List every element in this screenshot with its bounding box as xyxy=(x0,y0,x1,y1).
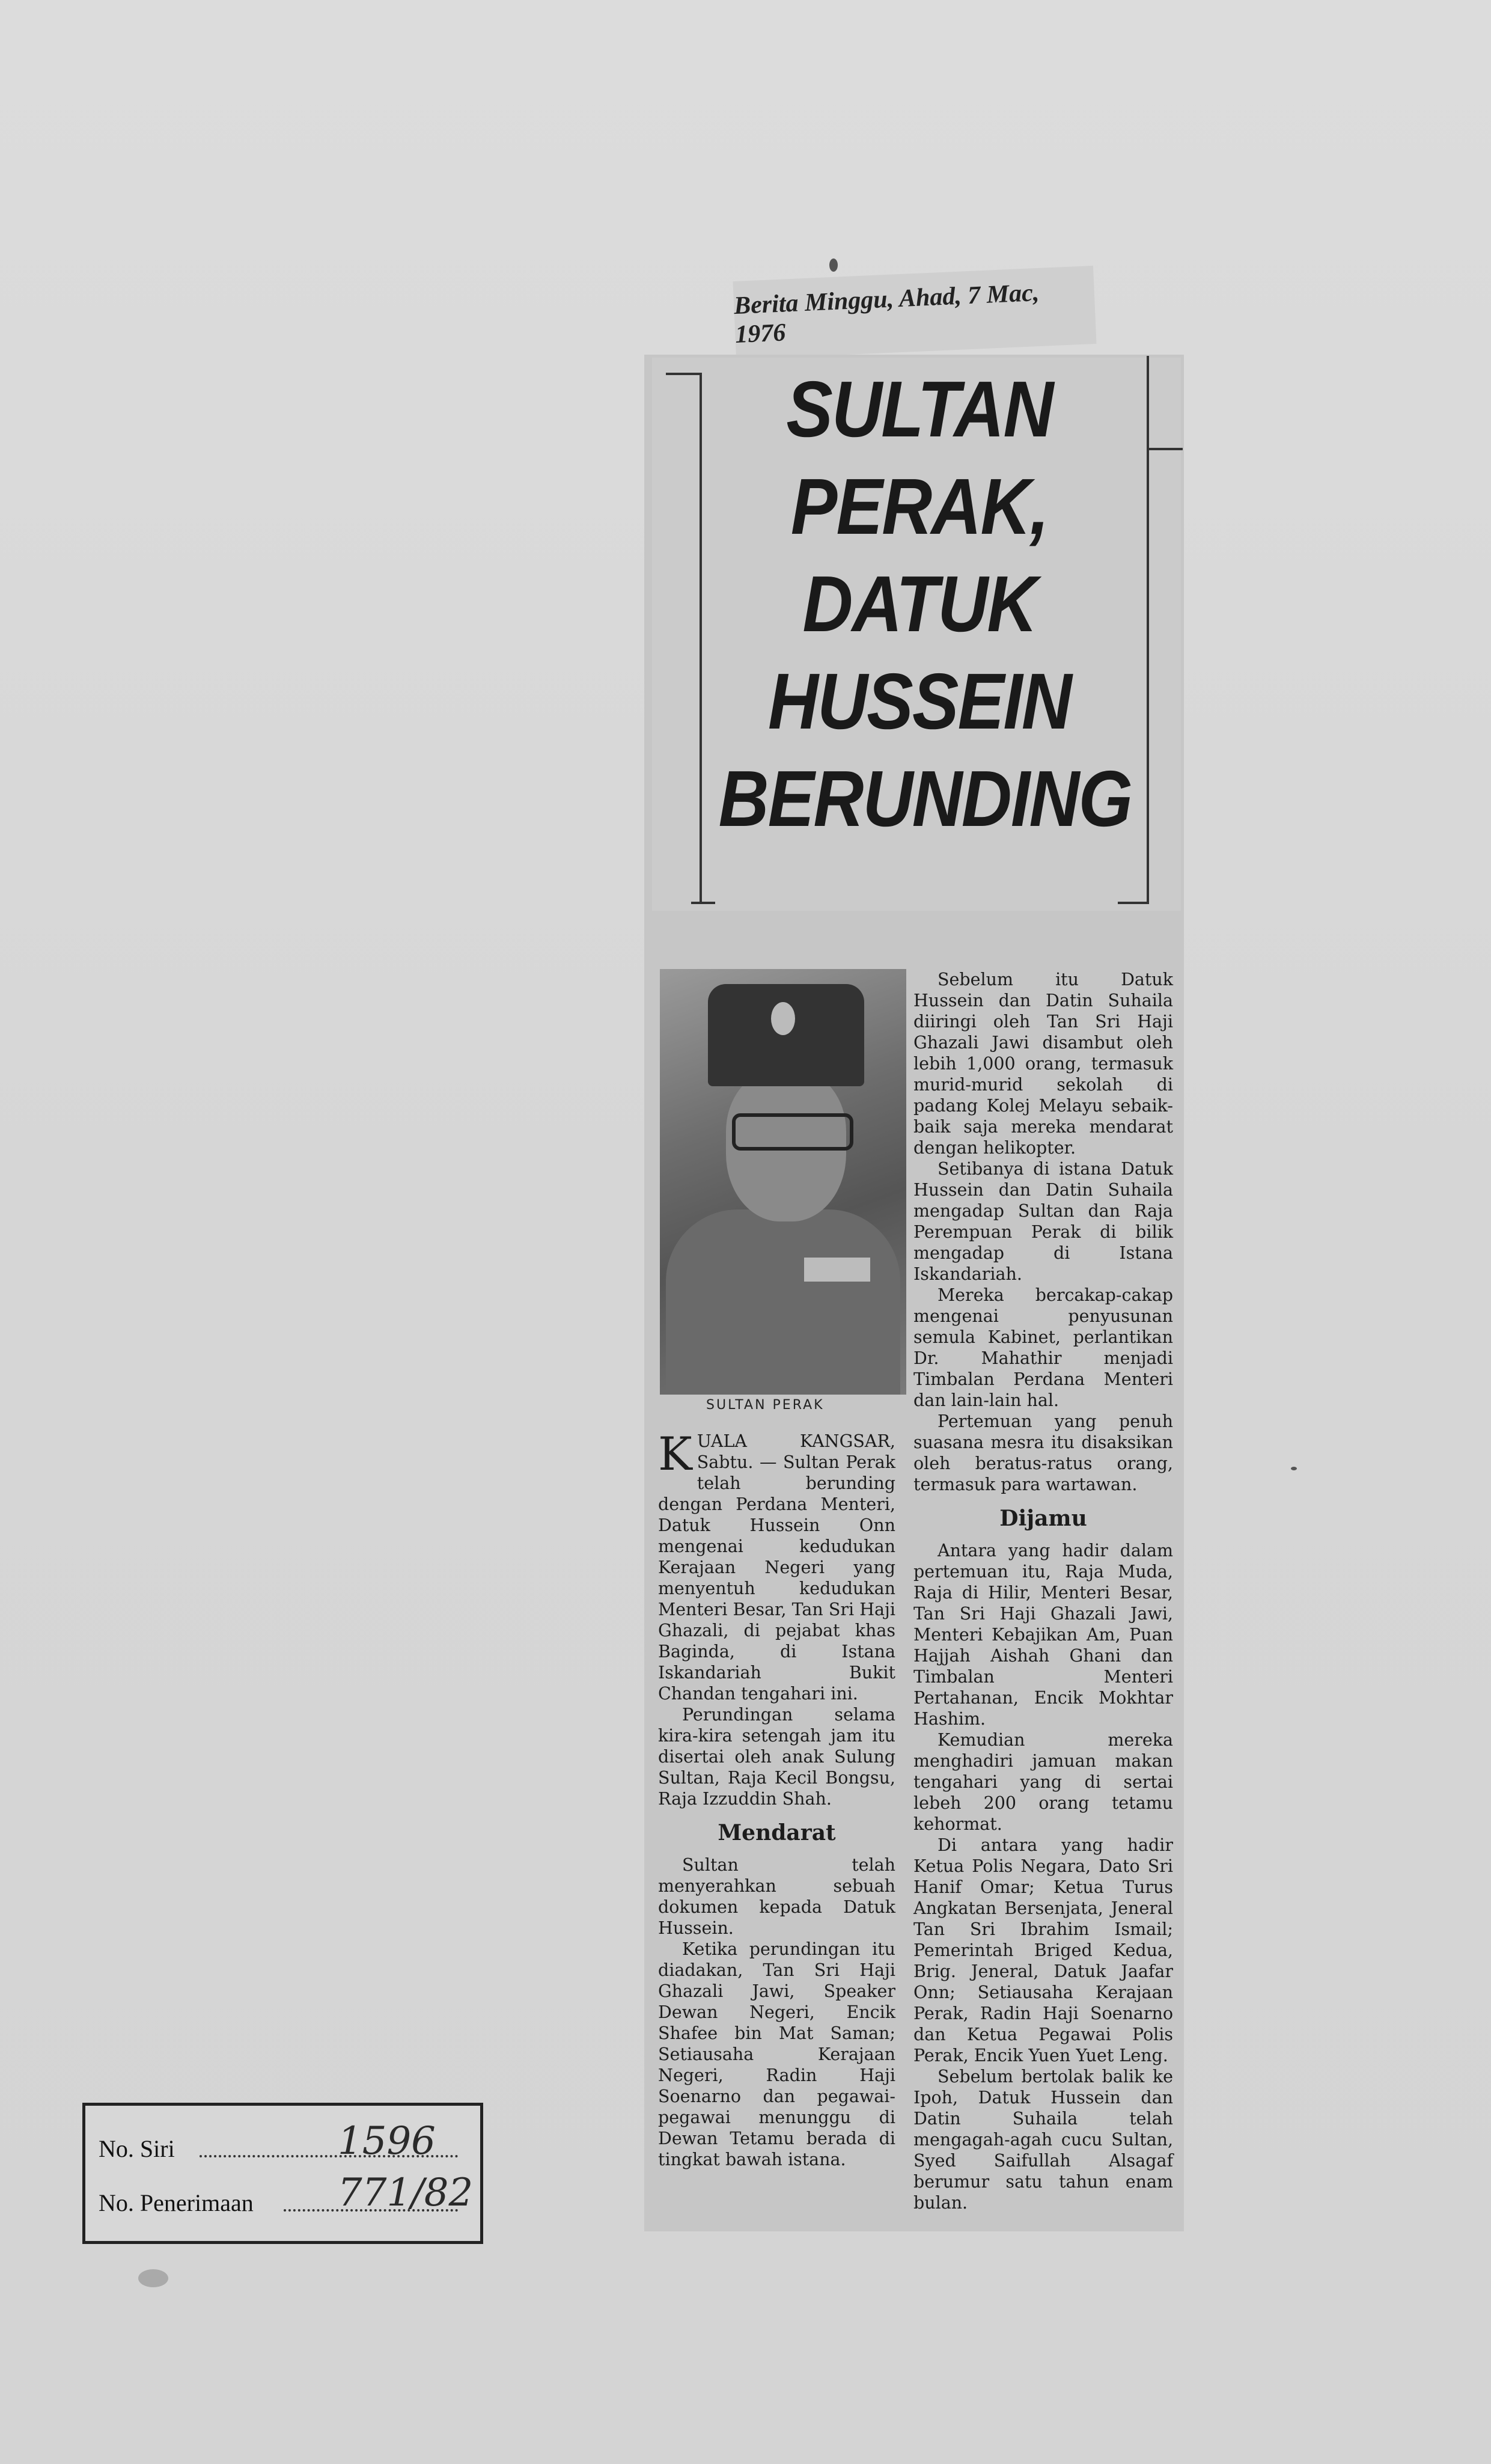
paragraph: Setibanya di istana Datuk Hussein dan Datin Suhaila mengadap Sultan dan Raja Perempuan Perak di bilik mengadap di Istana Iskandariah. xyxy=(913,1159,1173,1284)
paragraph: Ketika perundingan itu diadakan, Tan Sri Haji Ghazali Jawi, Speaker Dewan Negeri, Encik Shafee bin Mat Saman; Setiausaha Kerajaan Negeri, Radin Haji Soenarno dan pegawai-pegawai menunggu di Dewan Tetamu berada di tingkat bawah istana. xyxy=(658,1939,895,2169)
headline-line: BERUNDING xyxy=(718,754,1132,843)
paragraph: Mereka bercakap-cakap mengenai penyusunan semula Kabinet, perlantikan Dr. Mahathir menjadi Timbalan Perdana Menteri dan lain-lain hal. xyxy=(913,1285,1173,1410)
paragraph: Antara yang hadir dalam pertemuan itu, Raja Muda, Raja di Hilir, Menteri Besar, Tan Sri Haji Ghazali Jawi, Menteri Kebajikan Am, Puan Hajjah Aishah Ghani dan Timbalan Menteri Pertahanan, Encik Mokhtar Hashim. xyxy=(913,1541,1173,1729)
left-article-column xyxy=(658,1427,895,2170)
headline-line: SULTAN xyxy=(786,365,1053,453)
paragraph: Kemudian mereka menghadiri jamuan makan tengahari yang di sertai lebeh 200 orang tetamu kehormat. xyxy=(913,1730,1173,1834)
stamp-label-siri: No. Siri xyxy=(99,2135,175,2162)
paragraph: Pertemuan yang penuh suasana mesra itu disaksikan oleh beratus-ratus orang, termasuk para wartawan. xyxy=(913,1411,1173,1494)
headline xyxy=(691,361,1148,848)
dateline-strip xyxy=(733,266,1096,359)
drop-cap: K xyxy=(658,1427,692,1481)
archive-stamp xyxy=(82,2103,483,2244)
sultan-portrait-photo xyxy=(660,969,906,1395)
glasses-shape xyxy=(732,1113,853,1151)
stamp-label-penerimaan: No. Penerimaan xyxy=(99,2189,254,2216)
cap-badge-icon xyxy=(771,1002,795,1035)
subheading: Mendarat xyxy=(718,1820,836,1845)
headline-rule xyxy=(1118,902,1149,904)
right-article-column xyxy=(913,969,1173,2213)
stamp-value-penerimaan: 771/82 xyxy=(338,2171,474,2215)
military-cap xyxy=(708,984,864,1086)
medal-ribbons xyxy=(804,1258,870,1282)
paper-speck xyxy=(1291,1467,1297,1470)
paragraph: Di antara yang hadir Ketua Polis Negara, Dato Sri Hanif Omar; Ketua Turus Angkatan Bersenjata, Jeneral Tan Sri Ibrahim Ismail; Pemerintah Briged Kedua, Brig. Jeneral, Datuk Jaafar Onn; Setiausaha Kerajaan Perak, Radin Haji Soenarno dan Ketua Pegawai Polis Perak, Encik Yuen Yuet Leng. xyxy=(913,1835,1173,2065)
stamp-value-siri: 1596 xyxy=(338,2119,436,2163)
subheading: Dijamu xyxy=(999,1506,1087,1531)
paragraph xyxy=(658,1427,895,1704)
paragraph: Sultan telah menyerahkan sebuah dokumen kepada Datuk Hussein. xyxy=(658,1855,895,1938)
headline-line: DATUK xyxy=(802,560,1037,648)
paper-speck xyxy=(138,2269,168,2287)
headline-rule xyxy=(1147,448,1183,450)
dateline: Berita Minggu, Ahad, 7 Mac, 1976 xyxy=(733,278,1040,349)
uniform-shape xyxy=(666,1209,900,1395)
photo-caption: SULTAN PERAK xyxy=(706,1398,825,1413)
paper-speck xyxy=(829,258,838,272)
headline-rule xyxy=(691,902,715,904)
headline-line: PERAK, xyxy=(790,462,1049,551)
paragraph-text: UALA KANGSAR, Sabtu. — Sultan Perak telah berunding dengan Perdana Menteri, Datuk Hussein Onn mengenai kedudukan Kerajaan Negeri yang menyentuh kedudukan Menteri Besar, Tan Sri Haji Ghazali, di pejabat khas Baginda, di Istana Iskandariah Bukit Chandan tengahari ini. xyxy=(658,1431,895,1704)
headline-line: HUSSEIN xyxy=(767,657,1072,745)
paragraph: Sebelum bertolak balik ke Ipoh, Datuk Hussein dan Datin Suhaila telah mengagah-agah cucu Sultan, Syed Saifullah Alsagaf berumur satu tahun enam bulan. xyxy=(913,2067,1173,2213)
paragraph: Perundingan selama kira-kira setengah jam itu disertai oleh anak Sulung Sultan, Raja Kecil Bongsu, Raja Izzuddin Shah. xyxy=(658,1705,895,1809)
paragraph: Sebelum itu Datuk Hussein dan Datin Suhaila diiringi oleh Tan Sri Haji Ghazali Jawi disambut oleh lebih 1,000 orang, termasuk murid-murid sekolah di padang Kolej Melayu sebaik-baik saja mereka mendarat dengan helikopter. xyxy=(913,970,1173,1158)
